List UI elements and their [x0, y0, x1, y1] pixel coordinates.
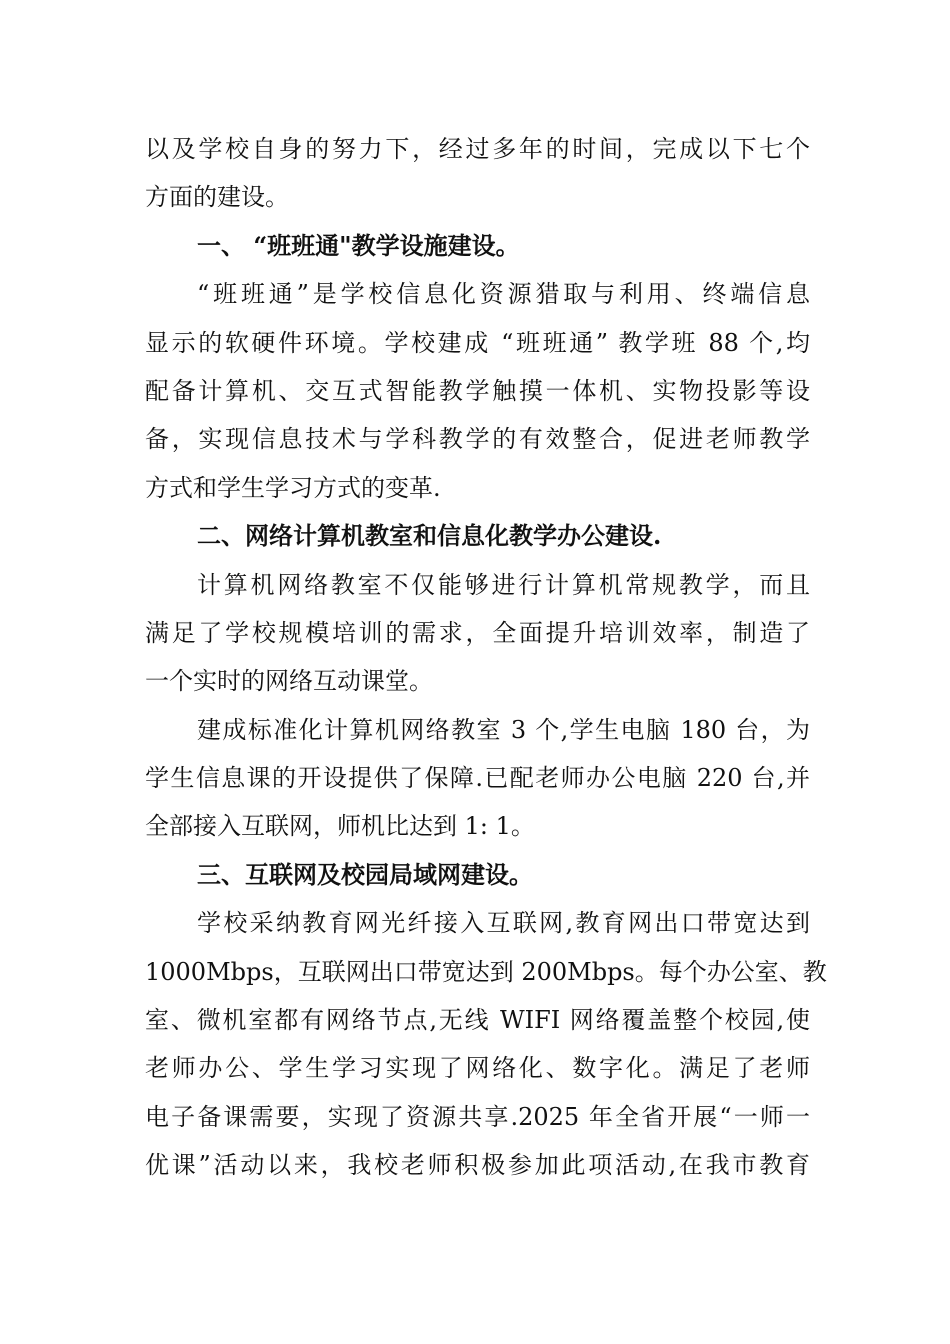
- paragraph-line: 一个实时的网络互动课堂。: [145, 667, 433, 696]
- paragraph-line: 显示的软硬件环境。学校建成 “班班通” 教学班 88 个,均: [145, 328, 810, 357]
- paragraph-line: 满足了学校规模培训的需求，全面提升培训效率，制造了: [145, 618, 810, 647]
- section-heading: 一、 “班班通"教学设施建设。: [197, 230, 520, 260]
- paragraph-line: 电子备课需要，实现了资源共享.2025 年全省开展“一师一: [145, 1102, 810, 1131]
- paragraph-line: 配备计算机、交互式智能教学触摸一体机、实物投影等设: [145, 376, 810, 405]
- paragraph-line: 建成标准化计算机网络教室 3 个,学生电脑 180 台，为: [197, 715, 810, 744]
- paragraph-line: 1000Mbps，互联网出口带宽达到 200Mbps。每个办公室、教: [145, 957, 827, 986]
- paragraph-line: 以及学校自身的努力下，经过多年的时间，完成以下七个: [145, 135, 810, 163]
- paragraph-line: 计算机网络教室不仅能够进行计算机常规教学，而且: [197, 570, 810, 599]
- paragraph-line: 学校采纳教育网光纤接入互联网,教育网出口带宽达到: [197, 909, 810, 938]
- paragraph-line: “班班通”是学校信息化资源猎取与利用、终端信息: [197, 280, 810, 309]
- paragraph-line: 优课”活动以来，我校老师积极参加此项活动,在我市教育: [145, 1151, 810, 1180]
- section-heading: 三、互联网及校园局域网建设。: [197, 859, 533, 889]
- document-body: [145, 125, 827, 1190]
- paragraph-line: 方式和学生学习方式的变革.: [145, 473, 441, 502]
- paragraph-line: 老师办公、学生学习实现了网络化、数字化。满足了老师: [145, 1054, 810, 1083]
- paragraph-line: 室、微机室都有网络节点,无线 WIFI 网络覆盖整个校园,使: [145, 1006, 810, 1035]
- paragraph-line: 全部接入互联网，师机比达到 1: 1。: [145, 812, 535, 841]
- paragraph-line: 学生信息课的开设提供了保障.已配老师办公电脑 220 台,并: [145, 764, 810, 793]
- paragraph-line: 备，实现信息技术与学科教学的有效整合，促进老师教学: [145, 425, 810, 454]
- section-heading: 二、网络计算机教室和信息化教学办公建设.: [197, 521, 662, 551]
- paragraph-line: 方面的建设。: [145, 183, 289, 212]
